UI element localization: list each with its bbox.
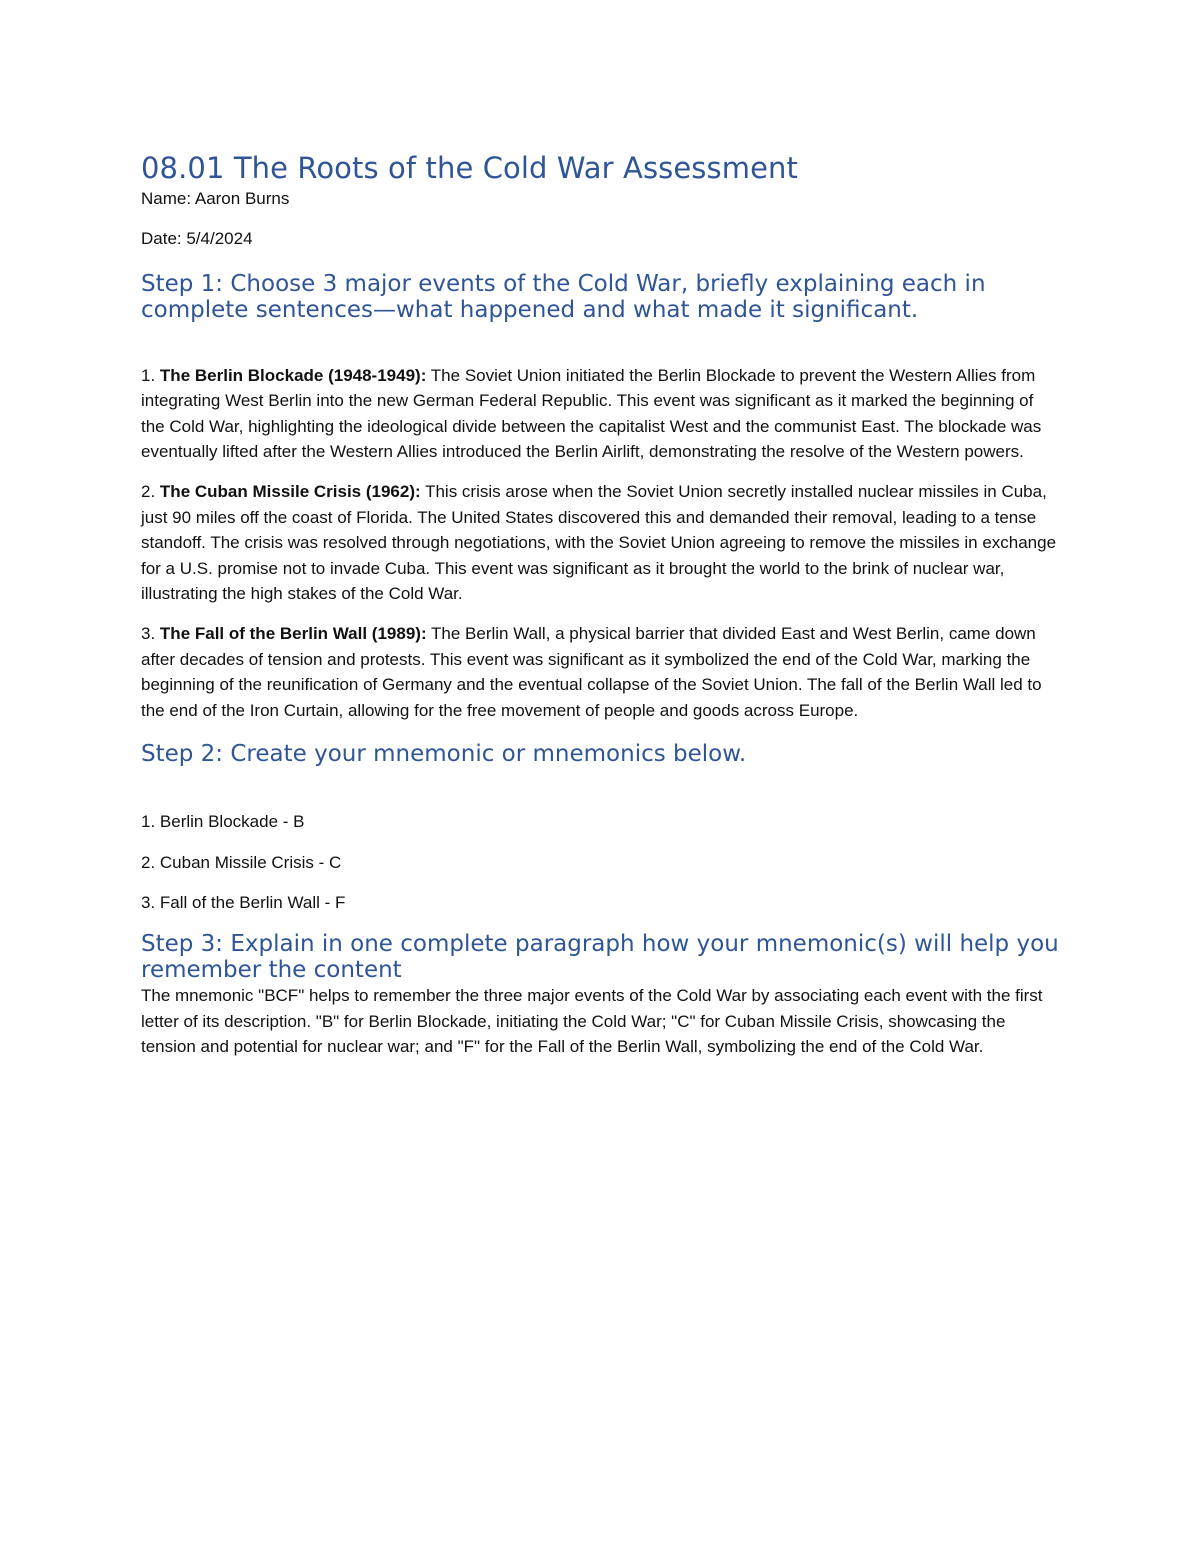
event-item-fall-of-berlin-wall bbox=[141, 621, 1061, 723]
submission-date: Date: 5/4/2024 bbox=[141, 228, 253, 248]
event-item-cuban-missile-crisis bbox=[141, 479, 1061, 607]
event-description: The Soviet Union initiated the Berlin Blockade to prevent the Western Allies from integrating West Berlin into the new German Federal Republic. This event was significant as it marked the beginning of the Cold War, highlighting the ideological divide between the capitalist West and the communist East. The blockade was eventually lifted after the Western Allies introduced the Berlin Airlift, demonstrating the resolve of the Western powers. bbox=[141, 365, 1042, 462]
step2-heading: Step 2: Create your mnemonic or mnemonics below. bbox=[141, 741, 747, 768]
student-name: Name: Aaron Burns bbox=[141, 189, 290, 209]
step1-heading: Step 1: Choose 3 major events of the Cold War, briefly explaining each in complete sentences—what happened and what made it significant. bbox=[141, 270, 986, 323]
event-title: The Fall of the Berlin Wall (1989): bbox=[159, 623, 427, 643]
mnemonic-item: 3. Fall of the Berlin Wall - F bbox=[141, 893, 346, 913]
event-number: 3. bbox=[141, 623, 156, 643]
event-number: 2. bbox=[141, 481, 156, 501]
document-title: 08.01 The Roots of the Cold War Assessment bbox=[141, 151, 798, 185]
mnemonic-item: 2. Cuban Missile Crisis - C bbox=[141, 852, 342, 872]
step3-heading: Step 3: Explain in one complete paragraph how your mnemonic(s) will help you remember the content bbox=[141, 931, 1059, 984]
mnemonic-item: 1. Berlin Blockade - B bbox=[141, 812, 305, 832]
event-title: The Cuban Missile Crisis (1962): bbox=[159, 481, 421, 501]
event-title: The Berlin Blockade (1948-1949): bbox=[159, 365, 427, 385]
mnemonic-list bbox=[141, 809, 1061, 916]
mnemonic-explanation: The mnemonic "BCF" helps to remember the three major events of the Cold War by associating each event with the first letter of its description. "B" for Berlin Blockade, initiating the Cold War; "C" for Cuban Missile Crisis, showcasing the tension and potential for nuclear war; and "F" for the Fall of the Berlin Wall, symbolizing the end of the Cold War. bbox=[141, 986, 1043, 1057]
event-item-berlin-blockade bbox=[141, 363, 1061, 465]
event-number: 1. bbox=[141, 365, 156, 385]
event-description: The Berlin Wall, a physical barrier that divided East and West Berlin, came down after decades of tension and protests. This event was significant as it symbolized the end of the Cold War, marking the beginning of the reunification of Germany and the eventual collapse of the Soviet Union. The fall of the Berlin Wall led to the end of the Iron Curtain, allowing for the free movement of people and goods across Europe. bbox=[141, 623, 1042, 720]
event-description: This crisis arose when the Soviet Union secretly installed nuclear missiles in Cuba, just 90 miles off the coast of Florida. The United States discovered this and demanded their removal, leading to a tense standoff. The crisis was resolved through negotiations, with the Soviet Union agreeing to remove the missiles in exchange for a U.S. promise not to invade Cuba. This event was significant as it brought the world to the brink of nuclear war, illustrating the high stakes of the Cold War. bbox=[141, 481, 1057, 604]
document-page bbox=[141, 152, 1061, 1060]
